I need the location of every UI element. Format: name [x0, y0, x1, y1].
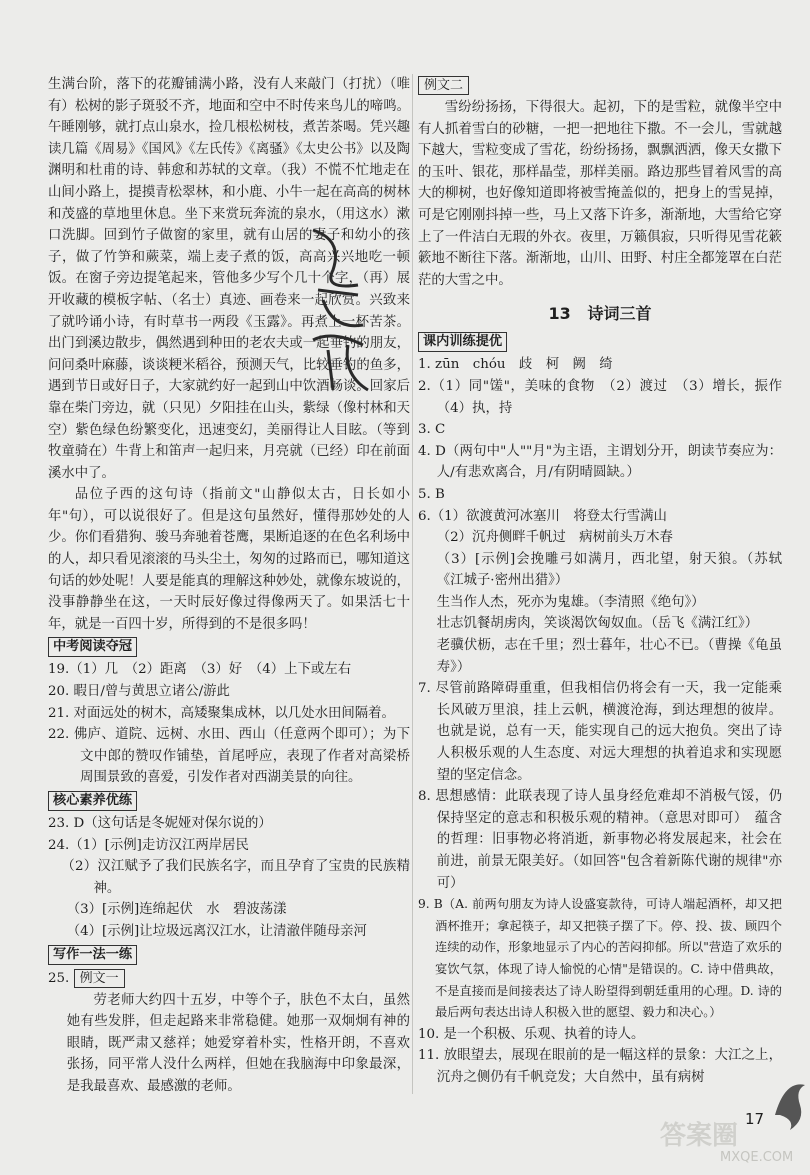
essay-translation-paragraph: 生满台阶，落下的花瓣铺满小路，没有人来敲门（打扰）（唯有）松树的影子斑驳不齐，地面和空中不时传来鸟儿的啼鸣。午睡刚够，就打点山泉水，捡几根松树枝，煮苦茶喝。凭兴趣读几篇《周易》《国风》《左氏传》《离骚》《太史公书》以及陶渊明和杜甫的诗、韩愈和苏轼的文章。（我）不慌不忙地走在山间小路上，提摸青松翠林，和小鹿、小牛一起在高高的树林和茂盛的草地里休息。坐下来赏玩奔流的泉水，（用这水）漱口洗脚。回到竹子做窗的家里，就有山居的妻子和幼小的孩子，做了竹笋和蕨菜，端上麦子煮的饭，高高兴兴地吃一顿饭。在窗子旁边提笔起来，管他多少写个几十个字，（再）展开收藏的模板字帖、（名士）真迹、画卷来一起欣赏。兴致来了就吟诵小诗，有时草书一两段《玉露》。再煮上一杯苦茶。出门到溪边散步，偶然遇到种田的老农夫或一起垂钓的朋友，问问桑叶麻藤，谈谈粳米稻谷，预测天气，比较垂钓的鱼多，遇到节日或好日子，大家就约好一起到山中饮酒畅谈。回家后靠在柴门旁边，就（只见）夕阳挂在山头，紫绿（像村林和天空）紫色绿色纷繁变化，迅速变幻，美丽得让人目眩。（等到牧童骑在）牛背上和笛声一起归来，月亮就（已经）印在前面溪水中了。: [48, 77, 410, 481]
essay-commentary-paragraph: 品位子西的这句诗（指前文"山静似太古，日长如小年"句），可以说很好了。但是这句虽然好，懂得那妙处的人少。你们看猎狗、骏马奔驰着苍鹰，果断追逐的在色名利场中的人，却只看见滚滚的马头尘土，匆匆的过路而已，哪知道这句话的妙处呢！人要是能真的理解这种妙处，就像东坡说的，没事静静坐在这，一天时辰好像过得像两天了。如果活七十年，就是一百四十岁，所得到的不是很多吗！: [48, 487, 410, 632]
right-column: [418, 74, 796, 1089]
lesson-number: 13: [548, 304, 571, 324]
dolphin-logo-icon: [770, 1075, 810, 1135]
answer-8: 8. 思想感情：此联表现了诗人虽身经危难却不消极气馁，仍保持坚定的意志和积极乐观的精神。（意思对即可） 蕴含的哲理：旧事物必将消逝，新事物必将发展起来，社会在前进，前景无限美好。（如回答"包含着新陈代谢的规律"亦可）: [418, 789, 782, 891]
answer-3: 3. C: [418, 422, 446, 438]
page-number: 17: [745, 1110, 765, 1128]
section-heading-literacy: 核心素养优练: [48, 791, 137, 811]
answer-21: 21. 对面远处的树木，高矮聚集成林，以几处水田间隔着。: [48, 705, 395, 721]
example-one-tag: 例文一: [74, 969, 125, 988]
answer-22: 22. 佛庐、道院、远树、水田、西山（任意两个即可）；为下文中郎的赞叹作铺垫，首尾呼应，表现了作者对高梁桥周围景致的喜爱，引发作者对西湖美景的向往。: [48, 727, 410, 786]
answer-2: 2.（1）同"馐"，美味的食物 （2）渡过 （3）增长，振作 （4）执，持: [418, 378, 796, 416]
section-heading-reading: 中考阅读夺冠: [48, 637, 137, 657]
lesson-name: 诗词三首: [587, 304, 652, 324]
answer-23: 23. D（这句话是冬妮娅对保尔说的）: [48, 816, 272, 831]
answer-5: 5. B: [418, 486, 445, 502]
answer-9: 9. B（A. 前两句朋友为诗人设盛宴款待，可诗人端起酒杯，却又把酒杯推开；拿起筷子，却又把筷子摆了下。停、投、拔、顾四个连续的动作，形象地显示了内心的苦闷抑郁。所以"营造了欢乐的宴饮气氛，体现了诗人愉悦的心情"是错误的。C. 诗中借典故，不是直接而是间接表达了诗人盼望得到朝廷重用的心理。D. 诗的最后两句表达出诗人积极入世的愿望、毅力和决心。）: [418, 897, 782, 1020]
answer-11: 11. 放眼望去，展现在眼前的是一幅这样的景象：大江之上，沉舟之侧仍有千帆竞发；大自然中，虽有病树: [418, 1048, 782, 1085]
answer-6-5: 壮志饥餐胡虏肉，笑谈渴饮匈奴血。（岳飞《满江红》）: [436, 616, 759, 632]
section-heading-classwork: 课内训练提优: [418, 332, 507, 352]
answer-7: 7. 尽管前路障碍重重，但我相信仍将会有一天，我一定能乘长风破万里浪，挂上云帆，横渡沧海，到达理想的彼岸。也就是说，总有一天，能实现自己的远大抱负。突出了诗人积极乐观的人生态度、对远大理想的执着追求和实现愿望的坚定信念。: [418, 681, 782, 783]
answer-6-3: （3）[示例]会挽雕弓如满月，西北望，射天狼。（苏轼《江城子·密州出猎》）: [436, 551, 782, 589]
answer-1: 1. zūn chóu 歧 柯 阙 绮: [418, 357, 613, 373]
answer-25-number: 25.: [48, 970, 70, 986]
answer-19: 19.（1）几 （2）距离 （3）好 （4）上下或左右: [48, 662, 352, 678]
watermark-text: 答案圈: [660, 1121, 739, 1151]
answer-24-4: （4）[示例]让垃圾远离汉江水，让清澈伴随母亲河: [66, 923, 367, 939]
answer-24-1: 24.（1）[示例]走访汉江两岸居民: [48, 837, 249, 853]
example-one-essay: 劳老师大约四十五岁，中等个子，肤色不太白，虽然她有些发胖，但走起路来非常稳健。她那一双炯炯有神的眼睛，既严肃又慈祥；她爱穿着朴实，性格开朗，不喜欢张扬，同平常人没什么两样，但她在我脑海中印象最深，是我最喜欢、最感激的老师。: [66, 992, 410, 1094]
example-two-tag: 例文二: [418, 76, 469, 95]
watermark-url: MXQE.COM: [720, 1150, 794, 1165]
answer-4: 4. D（两句中"人""月"为主语，主谓划分开，朗读节奏应为：人/有悲欢离合，月/有阴晴圆缺。）: [418, 443, 782, 481]
answer-24-3: （3）[示例]连绵起伏 水 碧波荡漾: [66, 902, 287, 918]
answer-10: 10. 是一个积极、乐观、执着的诗人。: [418, 1026, 645, 1042]
lesson-title: [418, 301, 782, 324]
answer-24-2: （2）汉江赋予了我们民族名字，而且孕育了宝贵的民族精神。: [61, 859, 410, 896]
column-divider: [412, 74, 413, 1094]
example-two-essay: 雪纷纷扬扬，下得很大。起初，下的是雪粒，就像半空中有人抓着雪白的砂糖，一把一把地往下撒。不一会儿，雪就越下越大，雪粒变成了雪花，纷纷扬扬，飘飘洒洒，像天女撒下的玉叶、银花，那样晶莹，那样美丽。路边那些冒着风雪的高大的柳树，也好像知道即将被雪掩盖似的，把身上的雪晃掉，可是它刚刚抖掉一些，马上又落下许多，渐渐地，大雪给它穿上了一件洁白无瑕的外衣。夜里，万籁俱寂，只听得见雪花簌簌地不断往下落。渐渐地，山川、田野、村庄全都笼罩在白茫茫的大雪之中。: [418, 100, 782, 288]
handwritten-stamp: [298, 220, 388, 410]
answer-6-6: 老骥伏枥，志在千里；烈士暮年，壮心不已。（曹操《龟虽寿》）: [436, 638, 782, 675]
answer-6-4: 生当作人杰，死亦为鬼雄。（李清照《绝句》）: [436, 594, 705, 610]
answer-20: 20. 暇日/曾与黄思立诸公/游此: [48, 684, 230, 700]
section-heading-writing: 写作一法一练: [48, 945, 137, 965]
answer-6-1: 6.（1）欲渡黄河冰塞川 将登太行雪满山: [418, 508, 667, 524]
answer-6-2: （2）沉舟侧畔千帆过 病树前头万木春: [436, 530, 673, 546]
